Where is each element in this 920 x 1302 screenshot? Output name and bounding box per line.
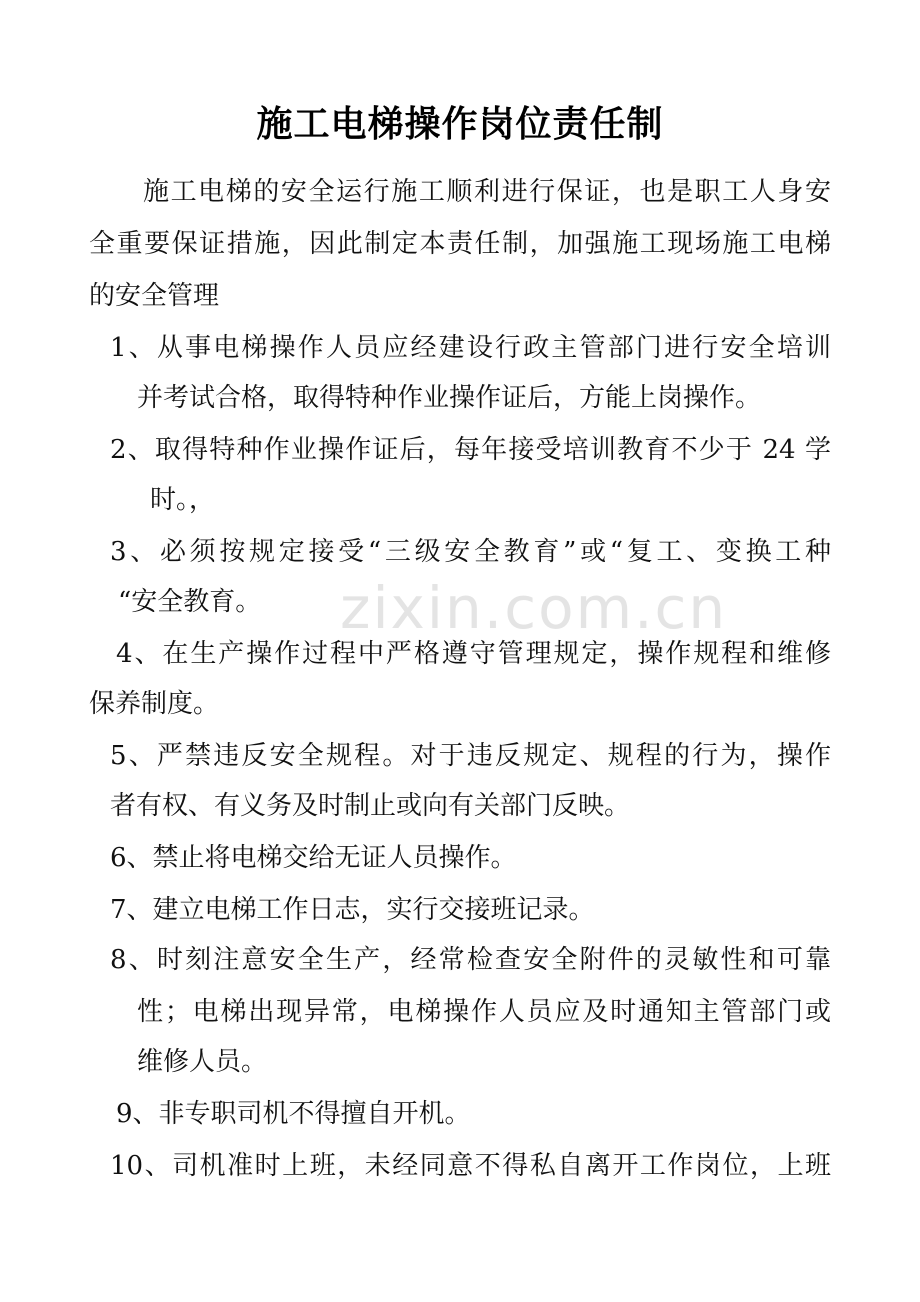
list-item-line: 时。， xyxy=(150,485,216,515)
list-item-line: 2、取得特种作业操作证后，每年接受培训教育不少于 24 学 xyxy=(110,435,831,465)
list-item-line: 保养制度。 xyxy=(89,689,220,719)
list-item-line: 7、建立电梯工作日志，实行交接班记录。 xyxy=(110,895,595,925)
list-item-line: 10、司机准时上班，未经同意不得私自离开工作岗位，上班 xyxy=(110,1151,831,1181)
list-item-line: “安全教育。 xyxy=(118,587,262,617)
paragraph-line: 施工电梯的安全运行施工顺利进行保证，也是职工人身安 xyxy=(143,177,831,207)
list-item-line: 5、严禁违反安全规程。对于违反规定、规程的行为，操作 xyxy=(110,741,831,771)
list-item-line: 并考试合格，取得特种作业操作证后，方能上岗操作。 xyxy=(137,383,762,413)
list-item-line: 者有权、有义务及时制止或向有关部门反映。 xyxy=(110,791,631,821)
document-title: 施工电梯操作岗位责任制 xyxy=(256,104,664,145)
list-item-line: 维修人员。 xyxy=(137,1047,268,1077)
list-item-line: 3、必须按规定接受“三级安全教育”或“复工、变换工种 xyxy=(110,537,831,567)
watermark: zixin.com.cn xyxy=(340,574,728,642)
paragraph-line: 的安全管理 xyxy=(89,281,220,311)
list-item-line: 9、非专职司机不得擅自开机。 xyxy=(116,1099,471,1129)
paragraph-line: 全重要保证措施，因此制定本责任制，加强施工现场施工电梯 xyxy=(89,229,831,259)
list-item-line: 8、时刻注意安全生产，经常检查安全附件的灵敏性和可靠 xyxy=(110,945,831,975)
list-item-line: 1、从事电梯操作人员应经建设行政主管部门进行安全培训 xyxy=(110,333,831,363)
list-item-line: 6、禁止将电梯交给无证人员操作。 xyxy=(110,843,517,873)
list-item-line: 4、在生产操作过程中严格遵守管理规定，操作规程和维修 xyxy=(116,639,831,669)
list-item-line: 性；电梯出现异常，电梯操作人员应及时通知主管部门或 xyxy=(137,997,831,1027)
